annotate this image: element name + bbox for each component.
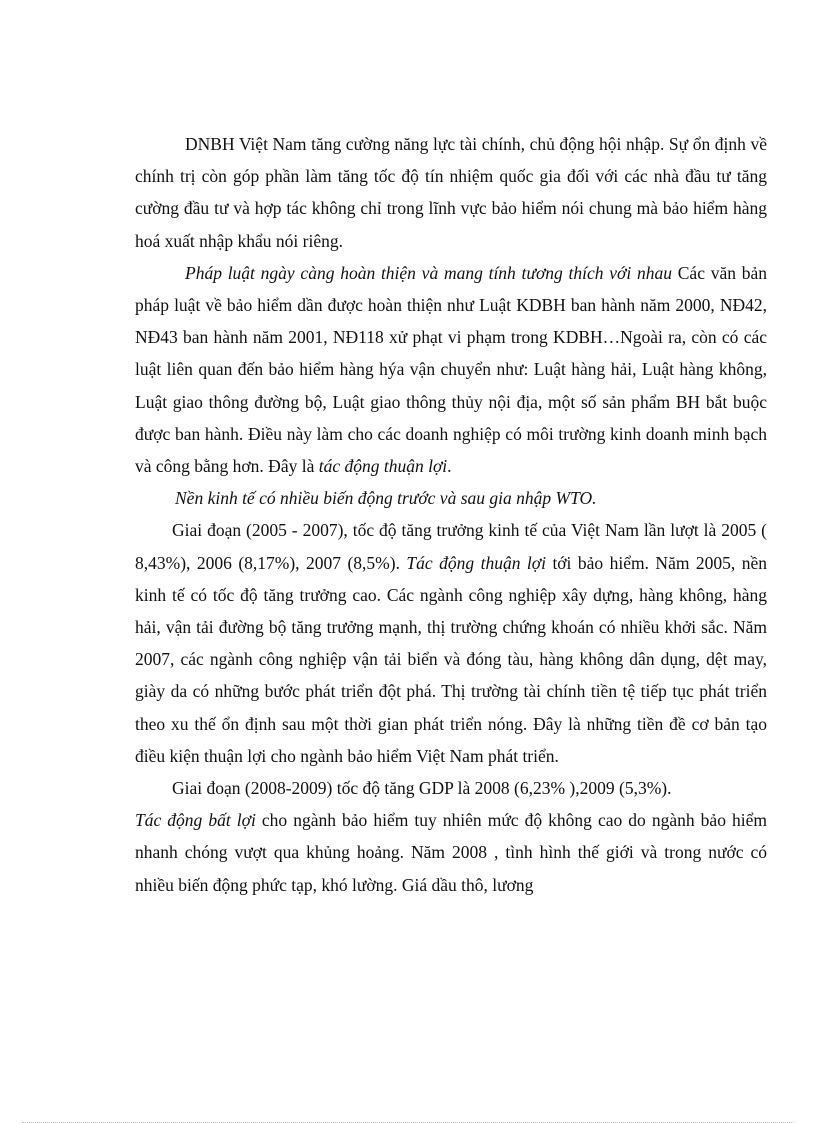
paragraph-text: Giai đoạn (2005 - 2007), tốc độ tăng trưởng kinh tế của Việt Nam lần lượt là 2005 ( 8,43%), 2006 (8,17%), 2007 (8,5%). bbox=[135, 520, 767, 573]
paragraph-2008-2009 bbox=[135, 804, 767, 901]
italic-phrase-favorable-impact: Tác động thuận lợi bbox=[406, 552, 546, 573]
paragraph-end-punct: . bbox=[447, 456, 452, 477]
paragraph-political-stability bbox=[135, 128, 767, 257]
paragraph-text: DNBH Việt Nam tăng cường năng lực tài chính, chủ động hội nhập. Sự ổn định về chính trị còn góp phần làm tăng tốc độ tín nhiệm quốc gia đối với các nhà đầu tư tăng cường đầu tư và hợp tác không chỉ trong lĩnh vực bảo hiểm nói chung mà bảo hiểm hàng hoá xuất nhập khẩu nói riêng. bbox=[135, 134, 767, 251]
italic-phrase-adverse-impact: Tác động bất lợi bbox=[135, 810, 256, 831]
paragraph-2005-2007 bbox=[135, 514, 767, 772]
italic-phrase-favorable-impact: tác động thuận lợi bbox=[318, 456, 448, 477]
italic-heading-economy bbox=[135, 482, 767, 514]
paragraph-text: tới bảo hiểm. Năm 2005, nền kinh tế có tốc độ tăng trưởng cao. Các ngành công nghiệp xây dựng, hàng không, hàng hải, vận tải đường bộ tăng trưởng mạnh, thị trường chứng khoán có nhiều khởi sắc. Năm 2007, các ngành công nghiệp vận tải biển và đóng tàu, hàng không dân dụng, dệt may, giày da có những bước phát triển đột phá. Thị trường tài chính tiền tệ tiếp tục phát triển theo xu thế ổn định sau một thời gian phát triển nóng. Đây là những tiền đề cơ bản tạo điều kiện thuận lợi cho ngành bảo hiểm Việt Nam phát triển. bbox=[135, 552, 768, 766]
italic-heading-legal: Pháp luật ngày càng hoàn thiện và mang tính tương thích với nhau bbox=[185, 262, 673, 283]
paragraph-legal-framework bbox=[135, 257, 767, 482]
paragraph-text: Các văn bản pháp luật về bảo hiểm dần được hoàn thiện như Luật KDBH ban hành năm 2000, NĐ42, NĐ43 ban hành năm 2001, NĐ118 xử phạt vi phạm trong KDBH…Ngoài ra, còn có các luật liên quan đến bảo hiểm hàng hýa vận chuyển như: Luật hàng hải, Luật hàng không, Luật giao thông đường bộ, Luật giao thông thủy nội địa, một số sản phẩm BH bắt buộc được ban hành. Điều này làm cho các doanh nghiệp có môi trường kinh doanh minh bạch và công bằng hơn. Đây là bbox=[135, 262, 768, 477]
italic-heading-text: Nền kinh tế có nhiều biến động trước và sau gia nhập WTO. bbox=[175, 488, 597, 509]
paragraph-text: Giai đoạn (2008-2009) tốc độ tăng GDP là 2008 (6,23% ),2009 (5,3%). bbox=[172, 778, 672, 799]
paragraph-2008-2009-first-line bbox=[135, 772, 767, 804]
document-body bbox=[135, 128, 767, 901]
paragraph-text: cho ngành bảo hiểm tuy nhiên mức độ không cao do ngành bảo hiểm nhanh chóng vượt qua khủng hoảng. Năm 2008 , tình hình thế giới và trong nước có nhiều biến động phức tạp, khó lường. Giá dầu thô, lương bbox=[135, 810, 767, 895]
